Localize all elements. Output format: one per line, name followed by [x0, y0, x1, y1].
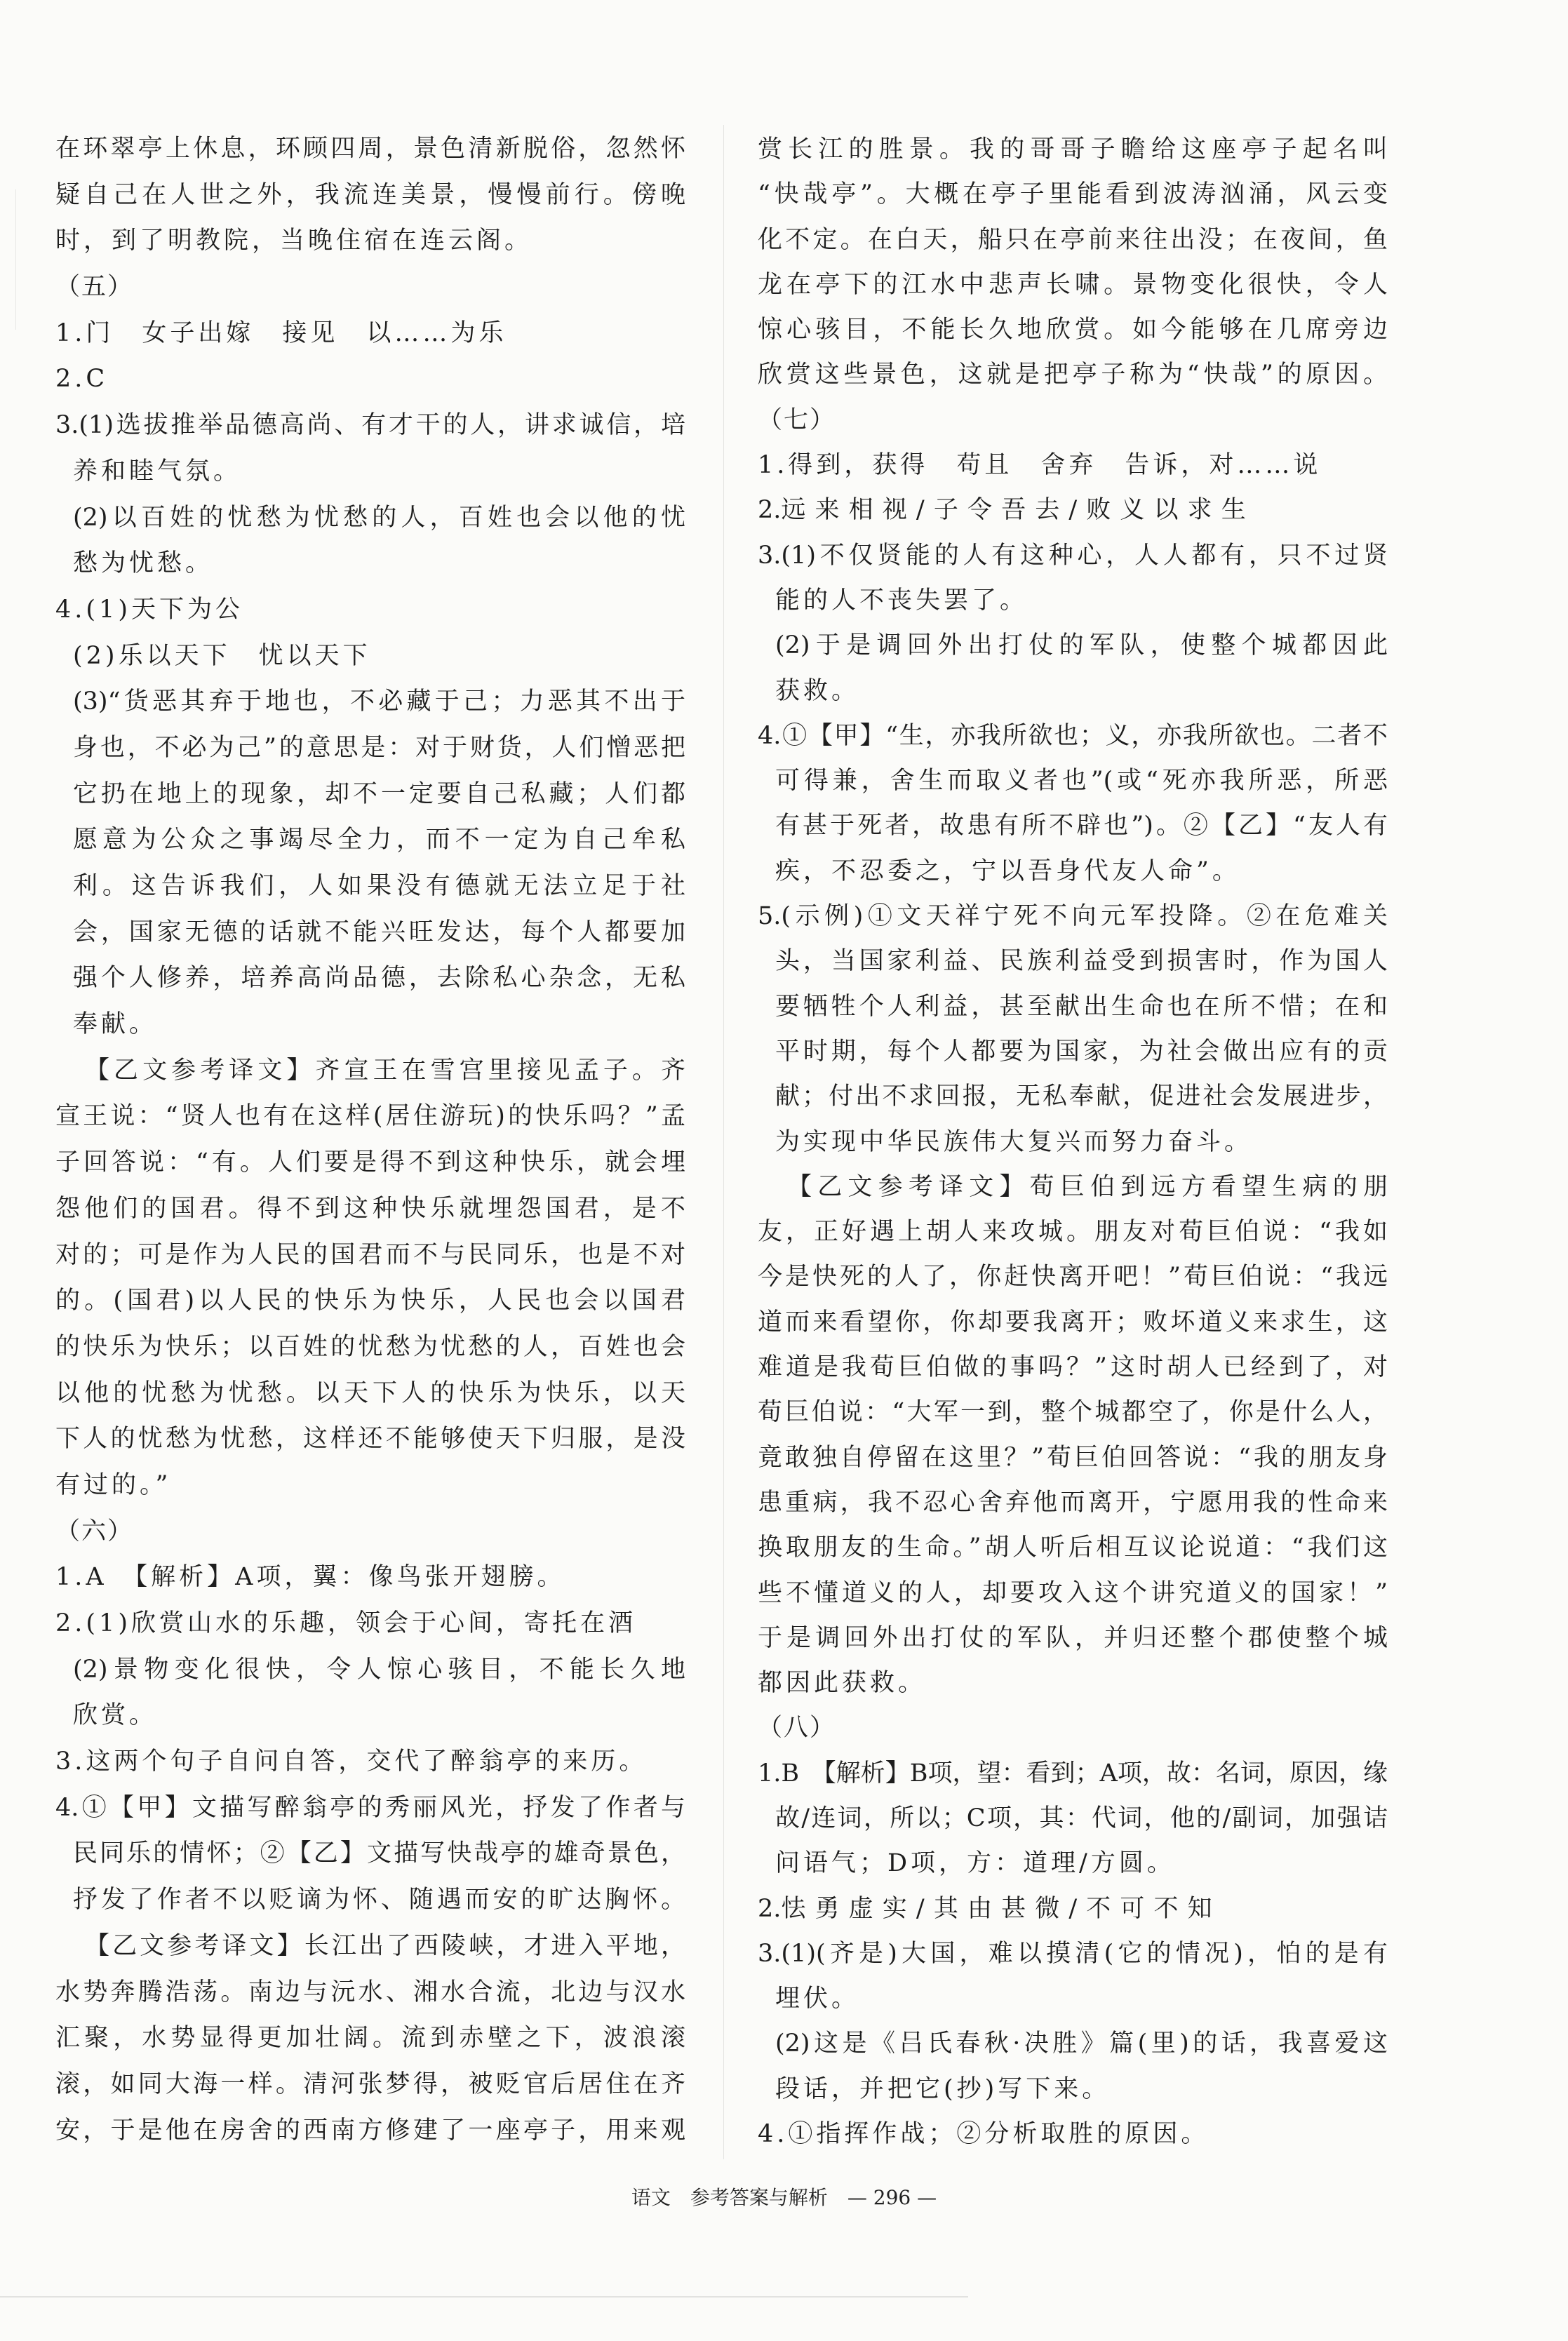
translation-line: 有过的。”: [55, 1470, 172, 1499]
translation-line: 欣赏这些景色，这就是把亭子称为“快哉”的原因。: [758, 361, 1388, 389]
text-line: (2)乐以天下 忧以天下: [73, 641, 371, 670]
translation-line: 滚，如同大海一样。清河张梦得，被贬官后居住在齐: [55, 2070, 685, 2098]
translation-line: 都因此获救。: [758, 1669, 927, 1698]
translation-line: 子回答说：“有。人们要是得不到这种快乐，就会埋: [55, 1148, 685, 1177]
answer-line: 4.①指挥作战；②分析取胜的原因。: [758, 2120, 1209, 2149]
translation-line: 怨他们的国君。得不到这种快乐就埋怨国君，是不: [55, 1194, 685, 1223]
text-line: 为实现中华民族伟大复兴而努力奋斗。: [775, 1127, 1253, 1156]
answer-line: 2.C: [55, 365, 109, 394]
text-line: 献；付出不求回报，无私奉献，促进社会发展进步，: [775, 1082, 1388, 1111]
translation-line: 下人的忧愁为忧愁，这样还不能够使天下归服，是没: [55, 1425, 685, 1454]
text-line: 利。这告诉我们，人如果没有德就无法立足于社: [73, 872, 685, 900]
scan-edge-line: [15, 189, 16, 330]
translation-line: 宣王说：“贤人也有在这样(居住游玩)的快乐吗？”孟: [55, 1102, 685, 1131]
translation-line: 对的；可是作为人民的国君而不与民同乐，也是不对: [55, 1240, 685, 1269]
translation-line: 安，于是他在房舍的西南方修建了一座亭子，用来观: [55, 2116, 685, 2145]
footer-subject: 语文: [631, 2186, 671, 2209]
translation-line: 友，正好遇上胡人来攻城。朋友对荀巨伯说：“我如: [758, 1218, 1388, 1247]
answer-line: 1.A 【解析】A项，翼：像鸟张开翅膀。: [55, 1563, 565, 1592]
text-line: 故/连词，所以；C项，其：代词，他的/副词，加强诘: [775, 1804, 1388, 1832]
translation-line: 于是调回外出打仗的军队，并归还整个郡使整个城: [758, 1623, 1388, 1652]
translation-line: “快哉亭”。大概在亭子里能看到波涛汹涌，风云变: [758, 180, 1388, 209]
answer-line: 1.B 【解析】B项，望：看到；A项，故：名词，原因，缘: [758, 1759, 1388, 1787]
page-number: — 296 —: [847, 2186, 937, 2209]
translation-line: 在环翠亭上休息，环顾四周，景色清新脱俗，忽然怀: [55, 135, 685, 163]
translation-line: 些不懂道义的人，却要攻入这个讲究道义的国家！”: [758, 1578, 1388, 1607]
answer-line: 2.怯 勇 虚 实 / 其 由 甚 微 / 不 可 不 知: [758, 1894, 1212, 1923]
scan-bottom-line: [0, 2296, 968, 2298]
translation-line: 【乙文参考译文】长江出了西陵峡，才进入平地，: [85, 1931, 685, 1960]
answer-line: 3.(1)不仅贤能的人有这种心，人人都有，只不过贤: [758, 541, 1388, 570]
section-heading-eight: （八）: [758, 1714, 836, 1743]
translation-line: 时，到了明教院，当晚住宿在连云阁。: [55, 227, 533, 255]
right-column: [758, 127, 1388, 2156]
section-heading-seven: （七）: [758, 405, 836, 434]
translation-line: 水势奔腾浩荡。南边与沅水、湘水合流，北边与汉水: [55, 1978, 685, 2006]
translation-line: 荀巨伯说：“大军一到，整个城都空了，你是什么人，: [758, 1398, 1388, 1427]
translation-line: 化不定。在白天，船只在亭前来往出没；在夜间，鱼: [758, 225, 1388, 254]
text-line: 能的人不丧失罢了。: [775, 586, 1028, 615]
text-line: (2)景物变化很快，令人惊心骇目，不能长久地: [73, 1655, 685, 1684]
text-line: 奉献。: [73, 1010, 158, 1039]
text-line: 平时期，每个人都要为国家，为社会做出应有的贡: [775, 1037, 1388, 1066]
text-line: 强个人修养，培养高尚品德，去除私心杂念，无私: [73, 964, 685, 993]
page-footer: [0, 2180, 1568, 2215]
translation-line: 【乙文参考译文】齐宣王在雪宫里接见孟子。齐: [85, 1056, 685, 1085]
answer-line: 4.①【甲】文描写醉翁亭的秀丽风光，抒发了作者与: [55, 1793, 685, 1822]
translation-line: 的快乐为快乐；以百姓的忧愁为忧愁的人，百姓也会: [55, 1332, 685, 1361]
text-line: (2)这是《吕氏春秋·决胜》篇(里)的话，我喜爱这: [775, 2030, 1388, 2058]
answer-line: 4.(1)天下为公: [55, 595, 243, 624]
column-divider: [723, 125, 724, 2159]
translation-line: 龙在亭下的江水中悲声长啸。景物变化很快，令人: [758, 270, 1388, 299]
text-line: 要牺牲个人利益，甚至献出生命也在所不惜；在和: [775, 992, 1388, 1021]
text-line: 愁为忧愁。: [73, 549, 214, 578]
answer-line: 4.①【甲】“生，亦我所欲也；义，亦我所欲也。二者不: [758, 721, 1388, 750]
answer-line: 2.(1)欣赏山水的乐趣，领会于心间，寄托在酒: [55, 1609, 636, 1637]
translation-line: 的。(国君)以人民的快乐为快乐，人民也会以国君: [55, 1287, 685, 1315]
translation-line: 道而来看望你，你却要我离开；败坏道义来求生，这: [758, 1308, 1388, 1336]
translation-line: 竟敢独自停留在这里？”荀巨伯回答说：“我的朋友身: [758, 1443, 1388, 1472]
text-line: 有甚于死者，故患有所不辟也”)。②【乙】“友人有: [775, 812, 1388, 840]
answer-line: 3.这两个句子自问自答，交代了醉翁亭的来历。: [55, 1748, 648, 1776]
answer-line: 1.得到，获得 苟且 舍弃 告诉，对……说: [758, 451, 1322, 480]
text-line: 它扔在地上的现象，却不一定要自己私藏；人们都: [73, 779, 685, 808]
translation-line: 患重病，我不忍心舍弃他而离开，宁愿用我的性命来: [758, 1488, 1388, 1517]
text-line: 可得兼，舍生而取义者也”(或“死亦我所恶，所恶: [775, 767, 1388, 796]
text-line: 抒发了作者不以贬谪为怀、随遇而安的旷达胸怀。: [73, 1886, 685, 1914]
section-heading-five: （五）: [55, 273, 134, 302]
text-line: 头，当国家利益、民族利益受到损害时，作为国人: [775, 947, 1388, 976]
translation-line: 换取朋友的生命。”胡人听后相互议论说道：“我们这: [758, 1534, 1388, 1562]
answer-line: 3.(1)(齐是)大国，难以摸清(它的情况)，怕的是有: [758, 1939, 1388, 1968]
translation-line: 赏长江的胜景。我的哥哥子瞻给这座亭子起名叫: [758, 135, 1388, 163]
text-line: 养和睦气氛。: [73, 457, 242, 485]
translation-line: 今是快死的人了，你赶快离开吧！”荀巨伯说：“我远: [758, 1263, 1388, 1292]
translation-line: 汇聚，水势显得更加壮阔。流到赤壁之下，波浪滚: [55, 2024, 685, 2053]
translation-line: 以他的忧愁为忧愁。以天下人的快乐为快乐，以天: [55, 1379, 685, 1407]
text-line: 会，国家无德的话就不能兴旺发达，每个人都要加: [73, 918, 685, 946]
text-line: 段话，并把它(抄)写下来。: [775, 2074, 1111, 2103]
translation-line: 惊心骇目，不能长久地欣赏。如今能够在几席旁边: [758, 316, 1388, 344]
answer-line: 3.(1)选拔推举品德高尚、有才干的人，讲求诚信，培: [55, 411, 685, 440]
text-line: 愿意为公众之事竭尽全力，而不一定为自己牟私: [73, 826, 685, 854]
translation-line: 疑自己在人世之外，我流连美景，慢慢前行。傍晚: [55, 180, 685, 209]
text-line: 民同乐的情怀；②【乙】文描写快哉亭的雄奇景色，: [73, 1839, 685, 1868]
text-line: 欣赏。: [73, 1701, 158, 1730]
text-line: 身也，不必为己”的意思是：对于财货，人们憎恶把: [73, 733, 685, 762]
left-column: [55, 126, 685, 2154]
text-line: 埋伏。: [775, 1985, 860, 2013]
answer-line: 5.(示例)①文天祥宁死不向元军投降。②在危难关: [758, 902, 1388, 931]
text-line: (2)于是调回外出打仗的军队，使整个城都因此: [775, 631, 1388, 660]
translation-line: 【乙文参考译文】荀巨伯到远方看望生病的朋: [787, 1172, 1388, 1201]
answer-line: 2.远 来 相 视 / 子 令 吾 去 / 败 义 以 求 生: [758, 496, 1246, 525]
text-line: 疾，不忍委之，宁以吾身代友人命”。: [775, 857, 1240, 885]
footer-section-title: 参考答案与解析: [690, 2186, 828, 2209]
answer-line: 1.门 女子出嫁 接见 以……为乐: [55, 318, 507, 347]
section-heading-six: （六）: [55, 1517, 134, 1545]
text-line: 获救。: [775, 676, 860, 705]
text-line: (2)以百姓的忧愁为忧愁的人，百姓也会以他的忧: [73, 503, 685, 532]
translation-line: 难道是我荀巨伯做的事吗？”这时胡人已经到了，对: [758, 1353, 1388, 1382]
text-line: 问语气；D项，方：道理/方圆。: [775, 1849, 1175, 1878]
text-line: (3)“货恶其弃于地也，不必藏于己；力恶其不出于: [73, 687, 685, 716]
